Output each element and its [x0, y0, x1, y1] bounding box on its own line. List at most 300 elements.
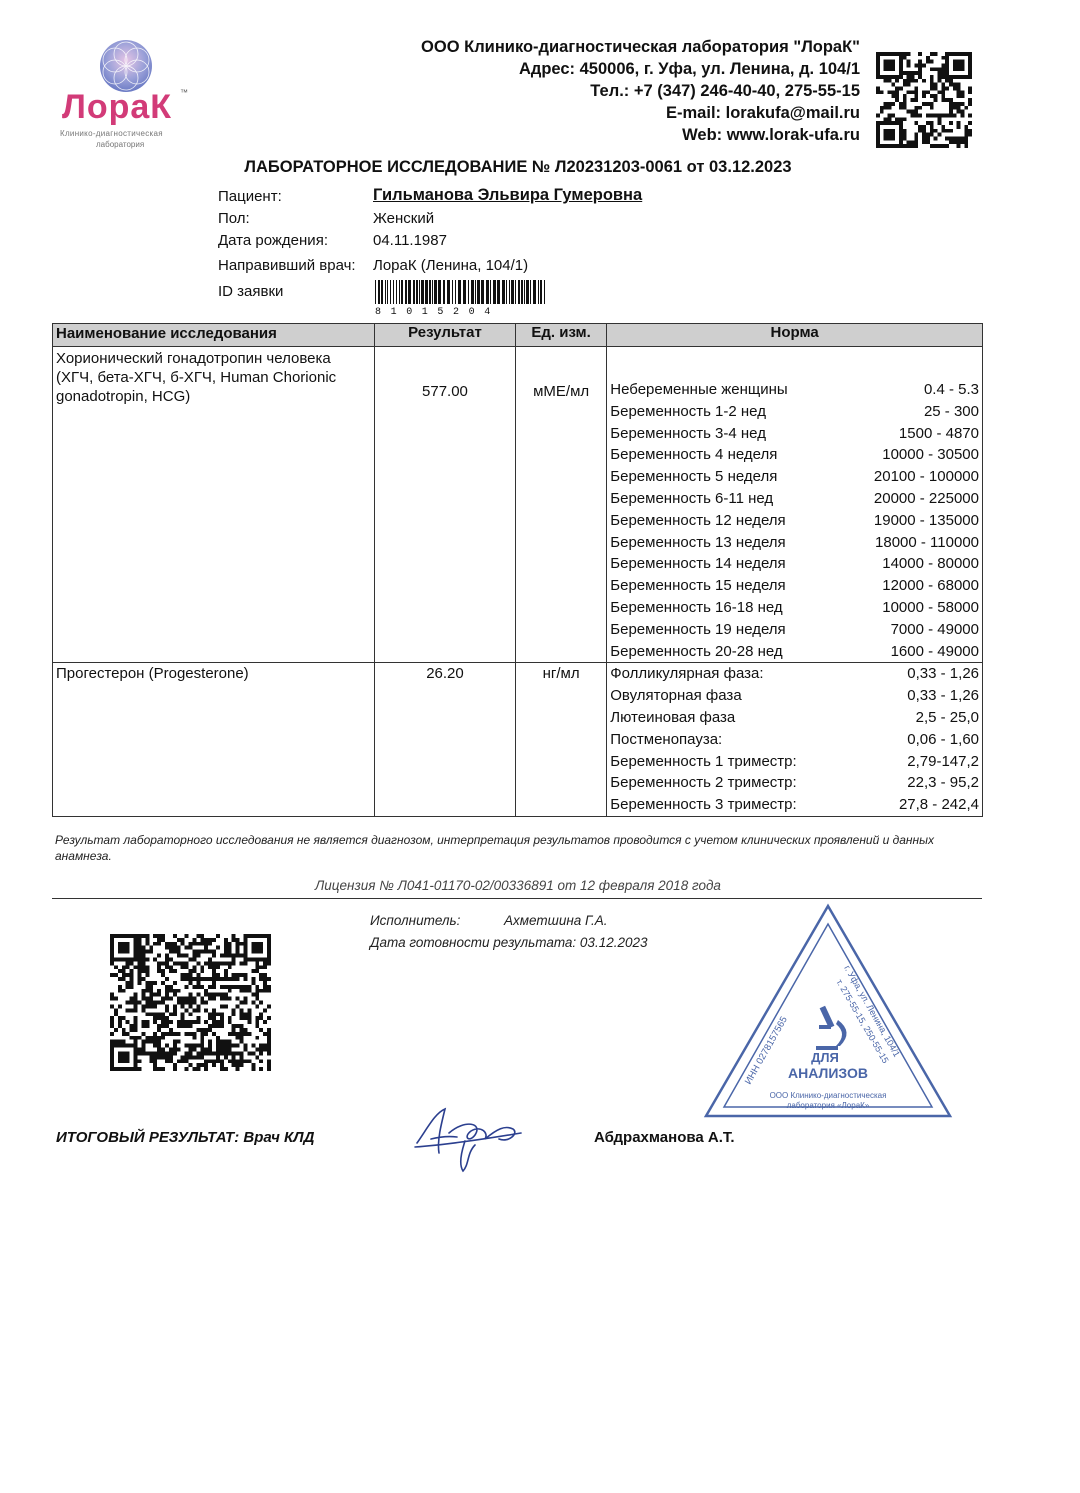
- qr-module: [200, 1001, 204, 1005]
- qr-module: [224, 1055, 228, 1059]
- qr-module: [903, 56, 907, 60]
- qr-module: [232, 1051, 236, 1055]
- qr-module: [220, 954, 224, 958]
- qr-module: [957, 110, 961, 114]
- qr-module: [224, 1044, 228, 1048]
- qr-module: [224, 938, 228, 942]
- qr-module: [888, 79, 892, 83]
- norm-value: 1500 - 4870: [898, 424, 979, 442]
- qr-module: [957, 102, 961, 106]
- qr-module: [220, 977, 224, 981]
- qr-module: [968, 121, 972, 125]
- disclaimer-note: Результат лабораторного исследования не является диагнозом, интерпретация результатов проводится с учетом клинических проявлений и данных анамнеза.: [55, 833, 934, 863]
- qr-module: [145, 1036, 149, 1040]
- qr-module: [930, 94, 934, 98]
- qr-module: [134, 1020, 138, 1024]
- qr-module: [122, 1016, 126, 1020]
- qr-module: [891, 83, 895, 87]
- qr-module: [926, 90, 930, 94]
- qr-module: [876, 113, 880, 117]
- qr-module: [926, 140, 930, 144]
- qr-module: [911, 140, 915, 144]
- qr-module: [244, 977, 248, 981]
- qr-module: [224, 993, 228, 997]
- qr-module: [126, 1001, 130, 1005]
- barcode-bar: [421, 280, 424, 304]
- qr-module: [926, 56, 930, 60]
- qr-module: [968, 87, 972, 91]
- qr-module: [153, 1063, 157, 1067]
- qr-module: [914, 106, 918, 110]
- qr-module: [212, 977, 216, 981]
- qr-module: [185, 1067, 189, 1071]
- header-unit: Ед. изм.: [515, 324, 606, 347]
- qr-module: [216, 977, 220, 981]
- qr-module: [914, 98, 918, 102]
- qr-module: [161, 1067, 165, 1071]
- qr-module: [141, 993, 145, 997]
- qr-module: [169, 1059, 173, 1063]
- qr-module: [232, 938, 236, 942]
- qr-module: [141, 965, 145, 969]
- qr-module: [185, 1044, 189, 1048]
- qr-module: [185, 954, 189, 958]
- qr-module: [157, 1067, 161, 1071]
- qr-module: [903, 102, 907, 106]
- qr-module: [173, 1012, 177, 1016]
- qr-module: [169, 1020, 173, 1024]
- qr-module: [232, 1028, 236, 1032]
- norms-hcg: [607, 347, 983, 663]
- qr-module: [216, 1044, 220, 1048]
- qr-module: [957, 121, 961, 125]
- qr-module: [137, 973, 141, 977]
- qr-module: [891, 102, 895, 106]
- qr-module: [964, 136, 968, 140]
- qr-module: [141, 934, 145, 938]
- qr-module: [926, 136, 930, 140]
- qr-module: [181, 1012, 185, 1016]
- qr-module: [161, 938, 165, 942]
- qr-module: [960, 136, 964, 140]
- qr-module: [212, 938, 216, 942]
- qr-module: [255, 961, 259, 965]
- qr-module: [922, 129, 926, 133]
- qr-module: [153, 1040, 157, 1044]
- qr-module: [200, 950, 204, 954]
- qr-module: [899, 106, 903, 110]
- qr-module: [247, 985, 251, 989]
- barcode-bar: [416, 280, 418, 304]
- lab-org-name: ООО Клинико-диагностическая лаборатория "ЛораК": [421, 38, 860, 56]
- stamp-address-2: т. 275-55-15, 250-55-15: [834, 977, 891, 1066]
- qr-module: [914, 87, 918, 91]
- qr-module: [192, 1067, 196, 1071]
- qr-module: [173, 1051, 177, 1055]
- qr-module: [169, 965, 173, 969]
- qr-module: [157, 965, 161, 969]
- qr-module: [941, 87, 945, 91]
- qr-module: [918, 52, 922, 56]
- barcode-number: 8 1 0 1 5 2 0 4: [375, 307, 493, 315]
- handwritten-signature: [405, 1103, 527, 1175]
- request-id-label: ID заявки: [218, 283, 284, 300]
- qr-module: [208, 1012, 212, 1016]
- qr-module: [251, 1001, 255, 1005]
- qr-module: [122, 969, 126, 973]
- qr-module: [161, 1024, 165, 1028]
- norm-value: 1600 - 49000: [890, 642, 979, 660]
- qr-module: [161, 961, 165, 965]
- qr-module: [192, 1020, 196, 1024]
- barcode-bar: [429, 280, 431, 304]
- qr-module: [196, 942, 200, 946]
- qr-module: [134, 1008, 138, 1012]
- qr-module: [169, 942, 173, 946]
- norm-row: [610, 751, 979, 773]
- qr-module: [204, 1067, 208, 1071]
- qr-module: [114, 997, 118, 1001]
- qr-module: [220, 961, 224, 965]
- qr-module: [165, 946, 169, 950]
- document-title: ЛАБОРАТОРНОЕ ИССЛЕДОВАНИЕ № Л20231203-0061 от 03.12.2023: [244, 158, 792, 176]
- qr-module: [204, 1048, 208, 1052]
- qr-module: [259, 977, 263, 981]
- qr-module: [216, 993, 220, 997]
- qr-module: [181, 954, 185, 958]
- qr-module: [957, 106, 961, 110]
- qr-module: [236, 1067, 240, 1071]
- qr-module: [141, 1044, 145, 1048]
- qr-module: [911, 75, 915, 79]
- qr-module: [149, 993, 153, 997]
- qr-module: [968, 129, 972, 133]
- qr-module: [181, 973, 185, 977]
- qr-module: [208, 957, 212, 961]
- qr-finder: [884, 129, 896, 141]
- qr-module: [130, 969, 134, 973]
- qr-module: [228, 1059, 232, 1063]
- qr-module: [941, 125, 945, 129]
- qr-module: [212, 969, 216, 973]
- barcode-bar: [405, 280, 407, 304]
- barcode-bar: [540, 280, 542, 304]
- barcode-bar: [432, 280, 433, 304]
- qr-module: [189, 977, 193, 981]
- qr-module: [122, 1040, 126, 1044]
- qr-module: [137, 1036, 141, 1040]
- qr-module: [192, 969, 196, 973]
- qr-module: [918, 67, 922, 71]
- qr-module: [200, 1044, 204, 1048]
- qr-module: [949, 136, 953, 140]
- qr-module: [911, 113, 915, 117]
- norm-row: [610, 444, 979, 466]
- qr-module: [922, 140, 926, 144]
- qr-module: [200, 938, 204, 942]
- qr-module: [251, 969, 255, 973]
- qr-module: [930, 67, 934, 71]
- qr-module: [876, 87, 880, 91]
- norm-label: Беременность 15 неделя: [610, 577, 786, 595]
- qr-module: [153, 1051, 157, 1055]
- qr-module: [914, 90, 918, 94]
- qr-module: [903, 106, 907, 110]
- qr-module: [220, 997, 224, 1001]
- qr-module: [145, 985, 149, 989]
- barcode-bar: [533, 280, 536, 304]
- qr-module: [930, 125, 934, 129]
- barcode-bar: [413, 280, 415, 304]
- qr-module: [204, 946, 208, 950]
- norm-row: [610, 772, 979, 794]
- qr-module: [204, 989, 208, 993]
- barcode-bar: [486, 280, 489, 304]
- qr-module: [957, 83, 961, 87]
- qr-module: [949, 121, 953, 125]
- microscope-icon: [816, 1006, 847, 1050]
- qr-module: [240, 1028, 244, 1032]
- qr-module: [134, 1040, 138, 1044]
- norm-row: [610, 423, 979, 445]
- qr-module: [153, 942, 157, 946]
- qr-module: [196, 981, 200, 985]
- qr-module: [192, 1055, 196, 1059]
- qr-module: [110, 1040, 114, 1044]
- patient-dob-label: Дата рождения:: [218, 232, 328, 249]
- norm-value: 7000 - 49000: [890, 620, 979, 638]
- qr-module: [964, 144, 968, 148]
- qr-module: [953, 106, 957, 110]
- qr-module: [907, 140, 911, 144]
- qr-module: [236, 1036, 240, 1040]
- qr-module: [204, 942, 208, 946]
- qr-module: [134, 1024, 138, 1028]
- qr-module: [141, 1008, 145, 1012]
- qr-module: [255, 1016, 259, 1020]
- qr-module: [153, 1012, 157, 1016]
- qr-module: [177, 1020, 181, 1024]
- qr-module: [244, 1001, 248, 1005]
- qr-module: [153, 993, 157, 997]
- qr-module: [192, 977, 196, 981]
- qr-module: [957, 125, 961, 129]
- qr-module: [945, 113, 949, 117]
- qr-module: [141, 989, 145, 993]
- qr-module: [232, 954, 236, 958]
- qr-module: [200, 1036, 204, 1040]
- qr-module: [224, 1004, 228, 1008]
- final-signer-name: Абдрахманова А.Т.: [594, 1129, 735, 1146]
- qr-module: [157, 942, 161, 946]
- qr-module: [216, 961, 220, 965]
- qr-module: [185, 1008, 189, 1012]
- qr-module: [953, 113, 957, 117]
- qr-module: [161, 934, 165, 938]
- qr-module: [204, 961, 208, 965]
- qr-module: [232, 1032, 236, 1036]
- qr-module: [255, 965, 259, 969]
- qr-module: [911, 144, 915, 148]
- qr-module: [895, 87, 899, 91]
- qr-module: [918, 64, 922, 68]
- qr-module: [918, 75, 922, 79]
- qr-module: [181, 1004, 185, 1008]
- qr-module: [134, 1036, 138, 1040]
- barcode-bar: [493, 280, 496, 304]
- qr-module: [192, 954, 196, 958]
- qr-module: [165, 942, 169, 946]
- qr-module: [891, 90, 895, 94]
- qr-module: [208, 938, 212, 942]
- qr-module: [189, 946, 193, 950]
- qr-module: [949, 113, 953, 117]
- qr-module: [153, 1055, 157, 1059]
- qr-module: [259, 1048, 263, 1052]
- qr-module: [240, 1036, 244, 1040]
- barcode-bar: [419, 280, 420, 304]
- norm-row: [610, 707, 979, 729]
- qr-module: [157, 1028, 161, 1032]
- qr-module: [232, 973, 236, 977]
- logo-subtitle-2: лаборатория: [96, 140, 145, 149]
- qr-module: [169, 1051, 173, 1055]
- barcode-bar: [425, 280, 428, 304]
- qr-module: [204, 950, 208, 954]
- qr-module: [208, 1051, 212, 1055]
- qr-module: [888, 117, 892, 121]
- qr-module: [911, 90, 915, 94]
- qr-module: [895, 90, 899, 94]
- qr-module: [189, 1048, 193, 1052]
- qr-module: [232, 934, 236, 938]
- qr-module: [134, 993, 138, 997]
- qr-module: [177, 954, 181, 958]
- qr-module: [204, 977, 208, 981]
- barcode-bar: [401, 280, 403, 304]
- qr-module: [941, 98, 945, 102]
- qr-module: [945, 129, 949, 133]
- qr-module: [110, 1024, 114, 1028]
- qr-module: [930, 52, 934, 56]
- barcode-bar: [455, 280, 456, 304]
- qr-module: [153, 1059, 157, 1063]
- qr-module: [157, 993, 161, 997]
- qr-module: [118, 969, 122, 973]
- qr-module: [145, 973, 149, 977]
- qr-module: [189, 942, 193, 946]
- qr-module: [251, 1044, 255, 1048]
- qr-module: [949, 98, 953, 102]
- qr-module: [137, 1067, 141, 1071]
- qr-module: [240, 954, 244, 958]
- qr-module: [914, 140, 918, 144]
- qr-module: [177, 997, 181, 1001]
- qr-module: [953, 102, 957, 106]
- qr-module: [177, 1059, 181, 1063]
- qr-module: [153, 981, 157, 985]
- qr-module: [255, 1048, 259, 1052]
- qr-module: [267, 1040, 271, 1044]
- qr-module: [922, 94, 926, 98]
- qr-module: [145, 1004, 149, 1008]
- qr-module: [157, 938, 161, 942]
- qr-module: [141, 1024, 145, 1028]
- qr-module: [141, 961, 145, 965]
- qr-module: [914, 133, 918, 137]
- qr-module: [949, 83, 953, 87]
- qr-module: [240, 973, 244, 977]
- qr-module: [177, 961, 181, 965]
- qr-module: [122, 1028, 126, 1032]
- patient-dob: 04.11.1987: [373, 232, 447, 249]
- qr-module: [244, 989, 248, 993]
- qr-module: [157, 1001, 161, 1005]
- qr-module: [220, 1004, 224, 1008]
- qr-module: [181, 965, 185, 969]
- qr-module: [181, 961, 185, 965]
- qr-module: [192, 1008, 196, 1012]
- qr-module: [165, 997, 169, 1001]
- qr-module: [914, 110, 918, 114]
- qr-module: [208, 1016, 212, 1020]
- qr-module: [247, 1059, 251, 1063]
- qr-module: [185, 946, 189, 950]
- qr-module: [118, 1016, 122, 1020]
- qr-module: [192, 950, 196, 954]
- qr-module: [161, 1055, 165, 1059]
- qr-module: [122, 965, 126, 969]
- norm-label: Овуляторная фаза: [610, 687, 742, 705]
- qr-module: [216, 1040, 220, 1044]
- qr-module: [903, 83, 907, 87]
- qr-module: [899, 87, 903, 91]
- qr-module: [204, 1020, 208, 1024]
- qr-module: [141, 1032, 145, 1036]
- qr-module: [259, 1001, 263, 1005]
- barcode-bar: [497, 280, 500, 304]
- qr-module: [216, 965, 220, 969]
- qr-module: [949, 79, 953, 83]
- qr-module: [110, 993, 114, 997]
- qr-module: [964, 140, 968, 144]
- qr-module: [145, 997, 149, 1001]
- qr-module: [192, 1048, 196, 1052]
- qr-module: [267, 1028, 271, 1032]
- qr-module: [196, 1008, 200, 1012]
- qr-module: [196, 1051, 200, 1055]
- qr-module: [173, 1063, 177, 1067]
- unit-hcg: мМЕ/мл: [515, 347, 606, 663]
- qr-module: [192, 985, 196, 989]
- qr-module: [130, 997, 134, 1001]
- qr-module: [165, 1044, 169, 1048]
- qr-module: [251, 981, 255, 985]
- qr-module: [196, 1020, 200, 1024]
- qr-module: [145, 969, 149, 973]
- qr-module: [169, 989, 173, 993]
- qr-module: [232, 1012, 236, 1016]
- qr-module: [934, 52, 938, 56]
- qr-module: [224, 997, 228, 1001]
- qr-module: [204, 938, 208, 942]
- norm-row: [610, 729, 979, 751]
- qr-module: [907, 52, 911, 56]
- qr-module: [267, 1051, 271, 1055]
- qr-module: [224, 1067, 228, 1071]
- barcode-bar: [463, 280, 466, 304]
- qr-module: [903, 52, 907, 56]
